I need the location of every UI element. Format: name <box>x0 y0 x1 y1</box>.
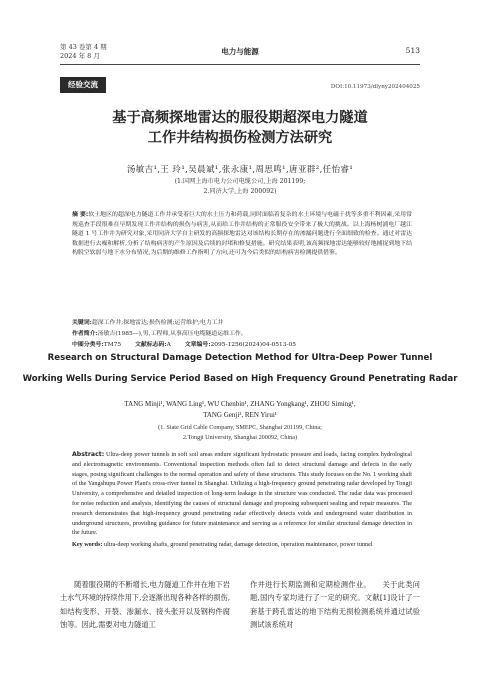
article-number-value: 2095-1256(2024)04-0513-05 <box>210 341 297 348</box>
body-right-text: 作井进行长期监测和定期检测作业。 关于此类问题,国内专家均进行了一定的研究。文献[1]设计了一套基于跨孔雷达的地下结构无损检测系统并通过试验测试该系统对 <box>250 580 420 630</box>
body-left-text: 随着服役期的不断增长,电力隧道工作井在地下岩土水气环境的持续作用下,会逐渐出现各种各样的损伤,如结构变形、开裂、渗漏水、接头张开以及钢构件腐蚀等。因此,需要对电力隧道工 <box>60 580 230 630</box>
article-number-label: 文章编号: <box>184 340 211 348</box>
chinese-abstract-text: 软土地区的超深电力隧道工作井承受着巨大的水土压力和荷载,同时面临着复杂的水土环境与电磁干扰等多重不利因素,采用常规巡查手段很难在早期发现工作井结构的损伤与病害,从而给工作井结构的正常服役安全带来了极大的挑战。以上海杨树浦电厂越江隧道 1 号工作井为研究对象,采用同济大学自主研发的高频探地雷达对该结构长期存在的渗漏问题进行全面细致的检查。通过对雷达数据进行去噪和解析,分析了结构病害的产生原因及后续的封堵和修复措施。研究结果表明,该高频探地雷达能够较好地捕捉到地下结构脱空软弱与地下水分布情况,为后期的维修工作指明了方向,还可为今后类似的结构病害检测提供借鉴。 <box>72 212 412 257</box>
header-rule <box>60 64 420 65</box>
author-intro <box>72 329 412 340</box>
document-code <box>135 342 171 348</box>
chinese-abstract-label: 摘 要: <box>72 212 89 218</box>
body-column-right <box>250 578 420 632</box>
page-number: 513 <box>405 46 420 55</box>
chinese-metadata <box>72 318 412 350</box>
chinese-keywords-text: 超深工作井;探地雷达;损伤检测;运营维护;电力工井 <box>91 320 224 326</box>
volume-issue: 第 43 卷第 4 期 <box>60 43 107 51</box>
english-authors-line-2: TANG Genji², REN Yirui¹ <box>203 411 277 419</box>
english-affiliation-2: 2.Tongji University, Shanghai 200092, China) <box>182 434 298 441</box>
section-badge: 经验交流 <box>60 77 106 93</box>
english-title-line-2: Working Wells During Service Period Based on High Frequency Ground Penetrating Radar <box>22 374 458 384</box>
journal-name: 电力与能源 <box>221 47 259 56</box>
chinese-abstract <box>72 211 412 259</box>
english-title-line-1: Research on Structural Damage Detection Method for Ultra-Deep Power Tunnel <box>47 353 433 363</box>
document-code-label: 文献标志码: <box>134 340 167 348</box>
classification-label: 中图分类号: <box>72 340 104 348</box>
issue-date: 2024 年 8 月 <box>60 52 100 60</box>
chinese-keywords-label: 关键词: <box>72 319 92 326</box>
english-affiliation-1: (1. State Grid Cable Company, SMEPC, Shanghai 201199, China; <box>158 424 322 431</box>
document-code-value: A <box>166 341 171 348</box>
english-abstract-text: Ultra-deep power tunnels in soft soil areas endure significant hydrostatic pressure and loads, facing complex hydrological and electromagnetic environments. Conventional inspection methods often fail to detect structural damage and defects in the early stages, posing significant challenges to the normal operation and safety of these structures. This study focuses on the No. 1 working shaft of the Yangshupu Power Plant's cross-river tunnel in Shanghai. Utilizing a high-frequency ground penetrating radar developed by Tongji University, a comprehensive and detailed inspection of long-term leakage in the structure was conducted. The radar data was processed for noise reduction and analysis, identifying the causes of structural damage and proposing subsequent sealing and repair measures. The research demonstrates that high-frequency ground penetrating radar effectively detects voids and underground water distribution in underground structures, providing guidance for future maintenance and serving as a reference for similar structural damage detection in the future. <box>72 451 412 537</box>
chinese-authors: 汤敏吉¹,王 玲¹,吴晨斌¹,张永康¹,周思鸣¹,唐亚群²,任怡睿¹ <box>126 165 354 175</box>
chinese-title-line-1: 基于高频探地雷达的服役期超深电力隧道 <box>112 110 368 126</box>
english-affiliations <box>0 423 480 443</box>
chinese-keywords <box>72 318 412 329</box>
classification-value: TM75 <box>103 341 122 348</box>
english-keywords-text: ultra-deep working shafts, ground penetrating radar, damage detection, operation maintenance, power tunnel <box>103 541 373 548</box>
chinese-title-line-2: 工作井结构损伤检测方法研究 <box>147 130 333 146</box>
english-abstract-label: Abstract: <box>72 451 105 458</box>
classification-number <box>72 342 121 348</box>
english-authors-line-1: TANG Minji¹, WANG Ling¹, WU Chenbin¹, ZHANG Yongkang¹, ZHOU Siming¹, <box>124 400 356 408</box>
english-keywords-label: Key words: <box>72 541 103 548</box>
english-authors <box>0 399 480 421</box>
author-intro-label: 作者简介: <box>72 329 98 337</box>
article-number <box>185 342 296 348</box>
chinese-title <box>0 108 480 148</box>
english-title <box>0 348 480 390</box>
chinese-affiliation-1: (1.国网上海市电力公司电缆公司,上海 201199; <box>174 178 306 185</box>
doi: DOI:10.11973/dlyny202404025 <box>330 84 420 90</box>
chinese-affiliation-2: 2.同济大学,上海 200092) <box>203 188 277 195</box>
english-keywords <box>72 540 412 550</box>
chinese-affiliations <box>0 177 480 197</box>
author-intro-text: 汤敏吉(1985—),男,工程师,从事高压电缆隧道运维工作。 <box>97 330 247 337</box>
english-abstract <box>72 450 412 538</box>
body-column-left <box>60 578 230 632</box>
